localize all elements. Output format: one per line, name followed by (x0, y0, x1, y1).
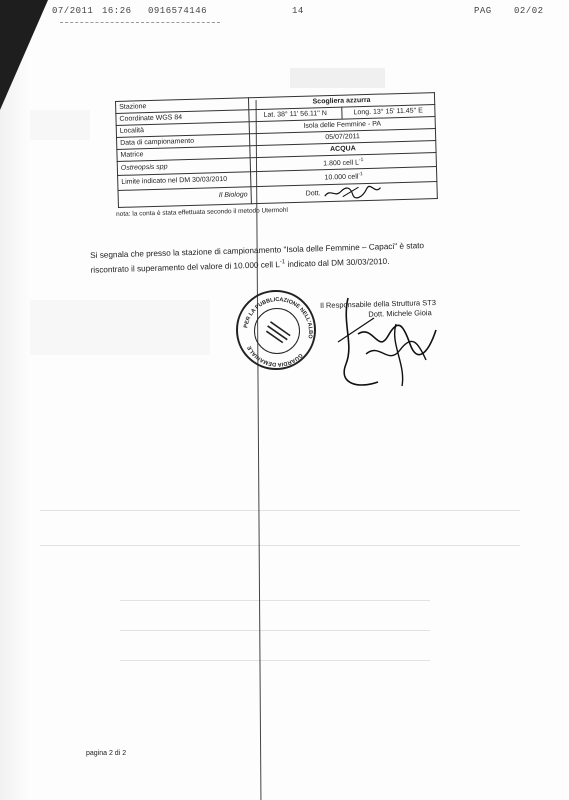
fax-header (52, 6, 547, 20)
data-value: 05/07/2011 (249, 129, 435, 146)
responsabile-name: Dott. Michele Gioia (368, 308, 432, 319)
localita-value: Isola delle Femmine - PA (249, 117, 435, 134)
stamp-outer-text-2: GUARDIA DEMANIALE (246, 344, 304, 368)
responsabile-title: Il Responsabile della Struttura ST3 (320, 297, 437, 310)
paragraph-line-2-end: indicato dal DM 30/03/2010. (285, 256, 390, 269)
ostreopsis-exponent: -1 (358, 157, 364, 164)
ostreopsis-value: 1.800 cell L (323, 159, 360, 168)
stamp-outer-text: PER LA PUBBLICAZIONE NELL'ALBO (243, 296, 314, 339)
limite-exponent: -1 (358, 171, 363, 178)
limite-label: Limite indicato nel DM 30/03/2010 (118, 172, 251, 190)
matrice-value: ACQUA (250, 141, 436, 158)
limite-value: 10.000 cell (324, 173, 359, 182)
paragraph-exponent: -1 (279, 259, 286, 266)
matrice-label: Matrice (117, 146, 250, 162)
paragraph-line-2-start: riscontrato il superamento del valore di 10.000 cell L (90, 260, 281, 275)
page-footer: pagina 2 di 2 (86, 750, 127, 757)
official-stamp (236, 290, 316, 370)
bleed-line (120, 660, 430, 661)
latitude-value: Lat. 38° 11' 56.11'' N (249, 107, 342, 122)
body-paragraph (90, 238, 451, 276)
data-label: Data di campionamento (117, 134, 250, 150)
stazione-value: Scogliera azzurra (248, 93, 434, 110)
bleed-line (120, 630, 430, 631)
fax-pag-value: 02/02 (514, 6, 544, 16)
fax-time: 16:26 (102, 6, 132, 16)
scan-shadow (0, 0, 30, 800)
bleed-mark (30, 300, 210, 355)
biologo-title: Dott. (305, 189, 321, 198)
paragraph-line-1: Si segnala che presso la stazione di campionamento "Isola delle Femmine – Capaci" è stato (90, 241, 425, 260)
longitude-value: Long. 13° 15' 11.45'' E (341, 105, 435, 120)
bleed-line (40, 545, 520, 546)
bleed-mark (290, 68, 385, 88)
biologo-label: Il Biologo (118, 186, 251, 207)
fax-pag-label: PAG (474, 6, 492, 16)
responsabile-signature (318, 294, 448, 394)
scan-fold-line (256, 100, 262, 800)
sampling-table (115, 92, 438, 208)
scan-corner-fold (0, 0, 48, 110)
fax-date: 07/2011 (52, 6, 94, 16)
method-note: nota: la conta è stata effettuata secondo il metodo Utermohl (116, 206, 289, 218)
bleed-line (40, 510, 520, 511)
bleed-line (120, 600, 430, 601)
fax-number: 0916574146 (148, 6, 208, 16)
coordinate-label: Coordinate WGS 84 (116, 110, 249, 126)
fax-header-rule (60, 22, 220, 23)
bleed-mark (30, 110, 90, 140)
localita-label: Località (116, 122, 249, 138)
fax-page-number: 14 (292, 6, 304, 16)
stamp-inner-ring (254, 308, 300, 354)
stazione-label: Stazione (116, 98, 249, 114)
ostreopsis-label: Ostreopsis spp (117, 158, 250, 176)
biologo-signature (322, 184, 382, 200)
